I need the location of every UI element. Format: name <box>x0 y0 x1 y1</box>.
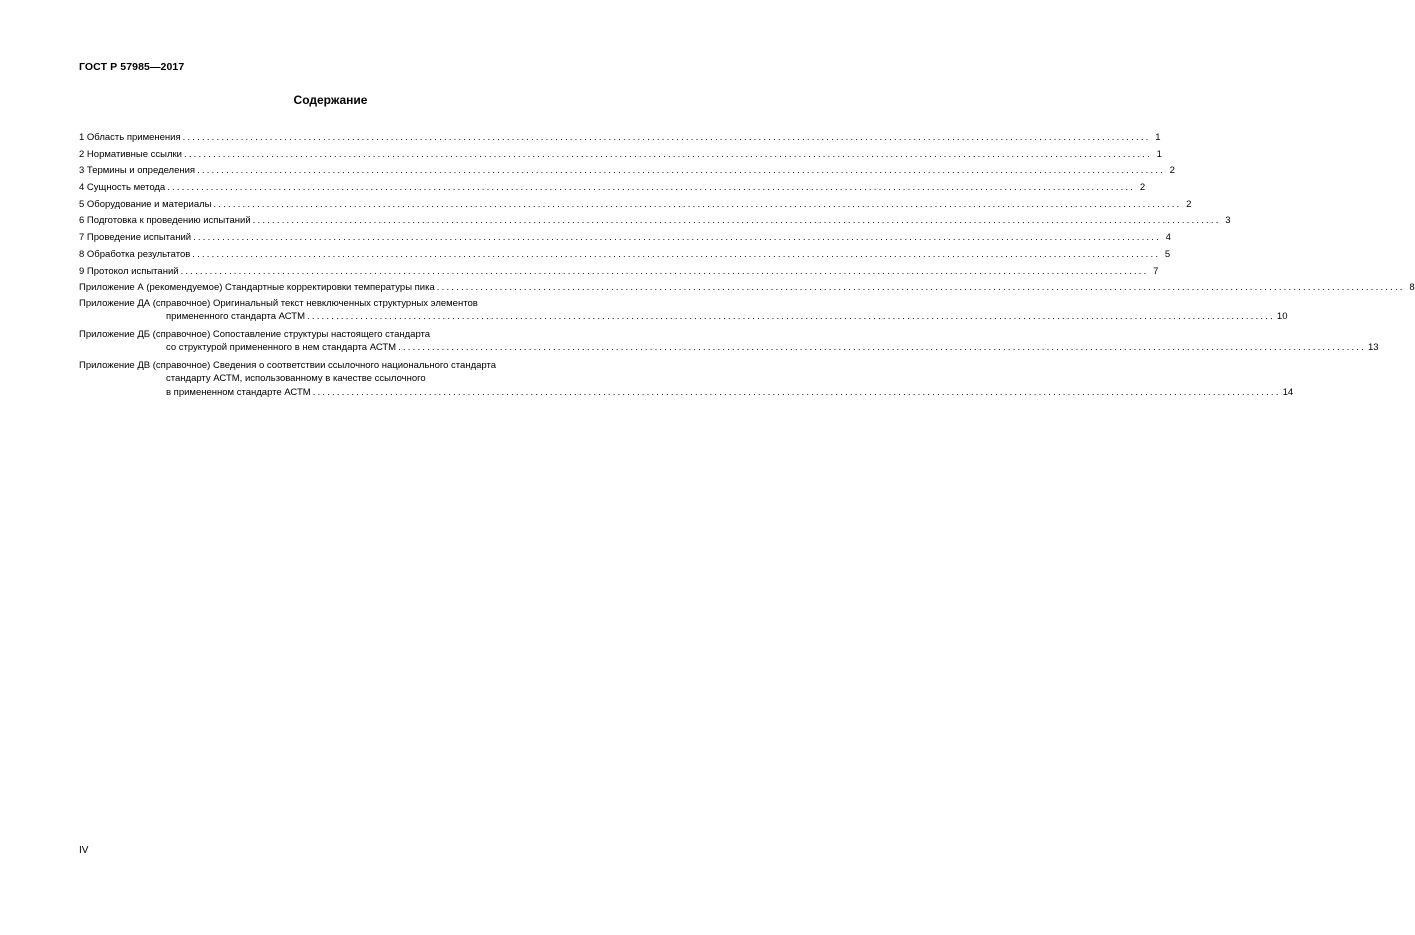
toc-entry[interactable] <box>79 247 1171 264</box>
leader-dots: ........................................................................................................................................................................................................ <box>192 248 1161 260</box>
leader-dots: ........................................................................................................................................................................................................ <box>184 148 1152 160</box>
toc-entry-page: 2 <box>1169 165 1175 177</box>
toc-entry-text: Приложение ДВ (справочное) Сведения о соответствии ссылочного национального стандарта <box>79 359 497 371</box>
toc-entry-appendix-dv[interactable] <box>79 359 1294 400</box>
page-number: IV <box>79 845 89 856</box>
toc-entry-text: Приложение ДА (справочное) Оригинальный текст невключенных структурных элементов <box>79 297 478 309</box>
toc-entry-text-continued: в примененном стандарте АСТМ <box>166 386 311 398</box>
toc-entry[interactable] <box>79 213 1231 230</box>
toc-entry-appendix-db[interactable] <box>79 328 1379 355</box>
toc-entry-text-continued: стандарту АСТМ, использованному в качестве ссылочного <box>166 373 426 385</box>
leader-dots: ........................................................................................................................................................................................................ <box>167 182 1136 194</box>
toc-entry-appendix-da[interactable] <box>79 297 1288 324</box>
toc-entry-text-continued: примененного стандарта АСТМ <box>166 311 306 323</box>
toc-entry[interactable] <box>79 130 1161 147</box>
toc-entry-page: 2 <box>1139 182 1146 194</box>
toc-entry-text-continued: со структурой примененного в нем стандарта АСТМ <box>166 342 397 354</box>
toc-entry-text: 5 Оборудование и материалы <box>79 198 212 210</box>
leader-dots: ........................................................................................................................................................................................................ <box>312 386 1281 398</box>
leader-dots: ........................................................................................................................................................................................................ <box>182 132 1151 143</box>
toc-entry-text: 4 Сущность метода <box>79 182 166 194</box>
toc-entry[interactable] <box>79 197 1192 214</box>
toc-entry-text: 6 Подготовка к проведению испытаний <box>79 215 251 227</box>
toc-entry-page: 7 <box>1153 265 1159 277</box>
toc-entry-page: 10 <box>1276 311 1288 323</box>
toc-entry-page: 3 <box>1225 215 1231 227</box>
toc-entry[interactable] <box>79 163 1175 180</box>
toc-entry-text: 3 Термины и определения <box>79 165 196 177</box>
page-title: Содержание <box>293 93 368 107</box>
toc-entry-page: 2 <box>1186 198 1192 210</box>
leader-dots: ........................................................................................................................................................................................................ <box>193 232 1161 244</box>
toc-entry-text: Приложение ДБ (справочное) Сопоставление структуры настоящего стандарта <box>79 328 431 340</box>
toc-entry-page: 1 <box>1155 132 1161 143</box>
leader-dots: ........................................................................................................................................................................................................ <box>180 265 1149 277</box>
document-code: ГОСТ Р 57985—2017 <box>79 61 185 73</box>
toc-entry-page: 4 <box>1165 232 1171 244</box>
toc-entry-page: 5 <box>1164 248 1171 260</box>
leader-dots: ........................................................................................................................................................................................................ <box>307 311 1275 323</box>
leader-dots: ........................................................................................................................................................................................................ <box>398 342 1366 354</box>
toc-entry-text: 9 Протокол испытаний <box>79 265 179 277</box>
leader-dots: ........................................................................................................................................................................................................ <box>436 282 1405 294</box>
toc-entry-text: 2 Нормативные ссылки <box>79 148 182 160</box>
toc-entry-text: 1 Область применения <box>79 132 181 143</box>
toc-entry[interactable] <box>79 230 1171 247</box>
toc-entry[interactable] <box>79 264 1159 281</box>
toc-entry[interactable] <box>79 147 1162 164</box>
toc-entry-page: 8 <box>1409 282 1415 294</box>
toc-entry-page: 13 <box>1367 342 1379 354</box>
leader-dots: ........................................................................................................................................................................................................ <box>197 165 1165 177</box>
toc-entry[interactable] <box>79 180 1146 197</box>
leader-dots: ........................................................................................................................................................................................................ <box>252 215 1221 227</box>
toc-entry-page: 1 <box>1156 148 1162 160</box>
toc-entry[interactable] <box>79 280 1415 297</box>
table-of-contents <box>79 130 1415 399</box>
toc-entry-text: Приложение А (рекомендуемое) Стандартные корректировки температуры пика <box>79 282 435 294</box>
leader-dots: ........................................................................................................................................................................................................ <box>213 198 1182 210</box>
toc-entry-page: 14 <box>1282 386 1294 398</box>
toc-entry-text: 7 Проведение испытаний <box>79 232 192 244</box>
toc-entry-text: 8 Обработка результатов <box>79 248 191 260</box>
